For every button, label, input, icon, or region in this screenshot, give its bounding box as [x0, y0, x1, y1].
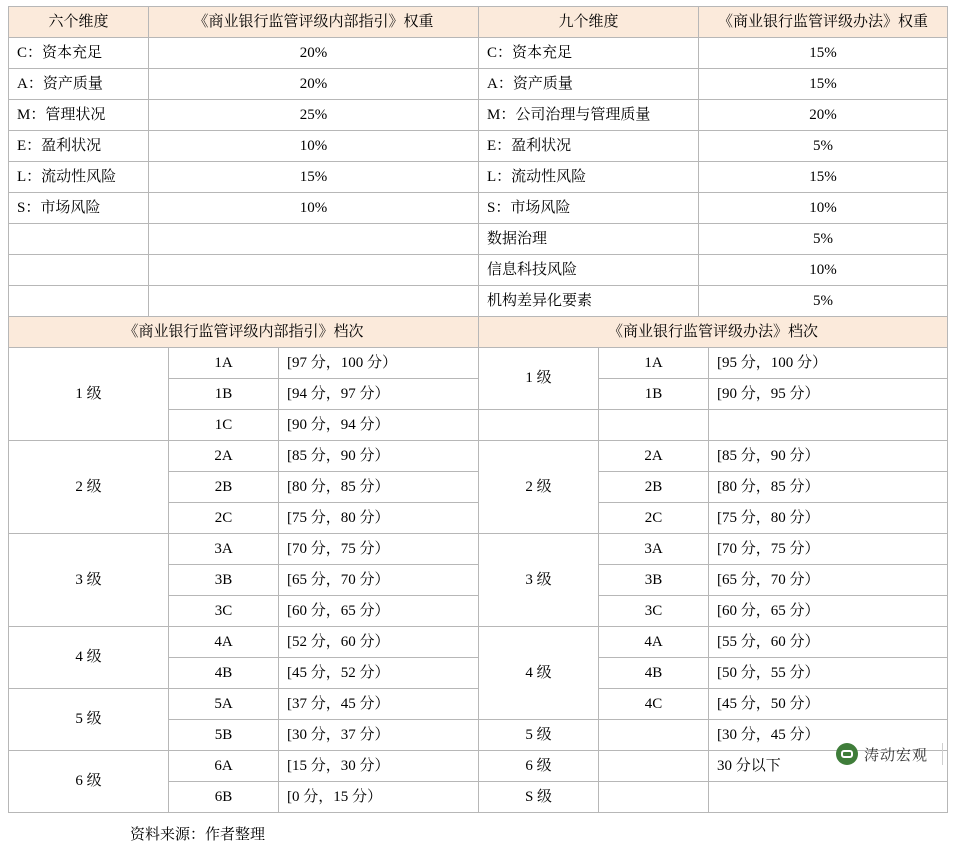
left-grade-code: 6A — [169, 751, 279, 782]
table-row — [9, 751, 948, 782]
empty-cell — [149, 255, 479, 286]
right-weight: 15% — [699, 38, 948, 69]
empty-cell — [9, 286, 149, 317]
right-grade-range: [65 分，70 分） — [709, 565, 948, 596]
left-grade-range: [37 分，45 分） — [279, 689, 479, 720]
right-level: 5 级 — [479, 720, 599, 751]
left-grade-range: [80 分，85 分） — [279, 472, 479, 503]
weights-table — [8, 6, 948, 317]
left-level: 1 级 — [9, 348, 169, 441]
table-row — [9, 69, 948, 100]
left-level: 2 级 — [9, 441, 169, 534]
right-grade-code: 3B — [599, 565, 709, 596]
left-grade-range: [65 分，70 分） — [279, 565, 479, 596]
empty-cell — [9, 255, 149, 286]
table-row — [9, 224, 948, 255]
right-weight: 5% — [699, 131, 948, 162]
right-grade-code — [599, 720, 709, 751]
right-level: 4 级 — [479, 627, 599, 720]
left-dimension: L：流动性风险 — [9, 162, 149, 193]
right-weight: 10% — [699, 193, 948, 224]
table-row — [9, 348, 948, 379]
right-dimension: M：公司治理与管理质量 — [479, 100, 699, 131]
grades-right-title: 《商业银行监管评级办法》档次 — [479, 317, 948, 348]
left-grade-code: 1A — [169, 348, 279, 379]
watermark — [836, 743, 943, 765]
left-grade-range: [15 分，30 分） — [279, 751, 479, 782]
wechat-account-icon — [836, 743, 858, 765]
right-grade-range: [45 分，50 分） — [709, 689, 948, 720]
left-dimension: M：管理状况 — [9, 100, 149, 131]
left-level: 5 级 — [9, 689, 169, 751]
left-dimension: E：盈利状况 — [9, 131, 149, 162]
right-weight: 15% — [699, 69, 948, 100]
right-grade-code — [599, 751, 709, 782]
left-grade-code: 5A — [169, 689, 279, 720]
left-grade-code: 2C — [169, 503, 279, 534]
table-row — [9, 38, 948, 69]
left-grade-range: [94 分，97 分） — [279, 379, 479, 410]
table-row — [9, 255, 948, 286]
left-weight: 15% — [149, 162, 479, 193]
left-grade-range: [45 分，52 分） — [279, 658, 479, 689]
left-weight: 10% — [149, 131, 479, 162]
header-nine-dimensions: 九个维度 — [479, 7, 699, 38]
left-grade-code: 3B — [169, 565, 279, 596]
right-empty-level — [479, 410, 599, 441]
left-grade-code: 2B — [169, 472, 279, 503]
right-dimension: E：盈利状况 — [479, 131, 699, 162]
table-row — [9, 131, 948, 162]
table-row — [9, 193, 948, 224]
right-grade-range — [709, 782, 948, 813]
right-grade-range: [60 分，65 分） — [709, 596, 948, 627]
left-grade-code: 2A — [169, 441, 279, 472]
left-grade-range: [30 分，37 分） — [279, 720, 479, 751]
right-grade-code: 2B — [599, 472, 709, 503]
right-level: 2 级 — [479, 441, 599, 534]
right-dimension: A：资产质量 — [479, 69, 699, 100]
right-grade-code — [599, 782, 709, 813]
left-grade-range: [52 分，60 分） — [279, 627, 479, 658]
watermark-divider — [942, 743, 943, 765]
right-grade-range: [85 分，90 分） — [709, 441, 948, 472]
right-level: S 级 — [479, 782, 599, 813]
left-grade-range: [60 分，65 分） — [279, 596, 479, 627]
table-row — [9, 534, 948, 565]
watermark-text: 涛动宏观 — [863, 747, 928, 764]
left-grade-range: [70 分，75 分） — [279, 534, 479, 565]
left-grade-range: [90 分，94 分） — [279, 410, 479, 441]
left-grade-code: 3A — [169, 534, 279, 565]
table-row — [9, 441, 948, 472]
left-grade-code: 6B — [169, 782, 279, 813]
header-six-dimensions: 六个维度 — [9, 7, 149, 38]
right-level: 6 级 — [479, 751, 599, 782]
left-dimension: C：资本充足 — [9, 38, 149, 69]
left-grade-code: 5B — [169, 720, 279, 751]
table-row — [9, 627, 948, 658]
left-level: 4 级 — [9, 627, 169, 689]
empty-cell — [149, 224, 479, 255]
left-level: 6 级 — [9, 751, 169, 813]
right-level: 1 级 — [479, 348, 599, 410]
right-empty-code — [599, 410, 709, 441]
table-row — [9, 162, 948, 193]
header-measures-weight: 《商业银行监管评级办法》权重 — [699, 7, 948, 38]
left-weight: 20% — [149, 69, 479, 100]
left-dimension: A：资产质量 — [9, 69, 149, 100]
right-grade-range: [90 分，95 分） — [709, 379, 948, 410]
empty-cell — [149, 286, 479, 317]
right-weight: 15% — [699, 162, 948, 193]
left-grade-range: [0 分，15 分） — [279, 782, 479, 813]
right-level: 3 级 — [479, 534, 599, 627]
right-grade-code: 3A — [599, 534, 709, 565]
left-dimension: S：市场风险 — [9, 193, 149, 224]
right-dimension: L：流动性风险 — [479, 162, 699, 193]
right-dimension: C：资本充足 — [479, 38, 699, 69]
right-grade-code: 2A — [599, 441, 709, 472]
left-grade-range: [97 分，100 分） — [279, 348, 479, 379]
right-grade-code: 4B — [599, 658, 709, 689]
right-grade-range: 30 分以下 — [709, 751, 948, 782]
right-grade-code: 2C — [599, 503, 709, 534]
left-level: 3 级 — [9, 534, 169, 627]
header-internal-guideline-weight: 《商业银行监管评级内部指引》权重 — [149, 7, 479, 38]
right-empty-range — [709, 410, 948, 441]
table-row — [9, 286, 948, 317]
right-grade-range: [70 分，75 分） — [709, 534, 948, 565]
right-grade-range: [95 分，100 分） — [709, 348, 948, 379]
left-grade-code: 1C — [169, 410, 279, 441]
grades-left-title: 《商业银行监管评级内部指引》档次 — [9, 317, 479, 348]
right-weight: 5% — [699, 286, 948, 317]
table-row — [9, 100, 948, 131]
right-grade-range: [50 分，55 分） — [709, 658, 948, 689]
right-grade-code: 1B — [599, 379, 709, 410]
left-grade-code: 4A — [169, 627, 279, 658]
right-grade-code: 3C — [599, 596, 709, 627]
weights-table-header-row — [9, 7, 948, 38]
right-dimension: 机构差异化要素 — [479, 286, 699, 317]
right-dimension: 信息科技风险 — [479, 255, 699, 286]
left-weight: 25% — [149, 100, 479, 131]
right-weight: 5% — [699, 224, 948, 255]
left-grade-code: 4B — [169, 658, 279, 689]
right-grade-range: [75 分，80 分） — [709, 503, 948, 534]
left-grade-code: 1B — [169, 379, 279, 410]
right-dimension: S：市场风险 — [479, 193, 699, 224]
left-grade-range: [85 分，90 分） — [279, 441, 479, 472]
left-weight: 10% — [149, 193, 479, 224]
right-dimension: 数据治理 — [479, 224, 699, 255]
right-weight: 10% — [699, 255, 948, 286]
empty-cell — [9, 224, 149, 255]
left-weight: 20% — [149, 38, 479, 69]
right-grade-range: [55 分，60 分） — [709, 627, 948, 658]
right-grade-code: 4A — [599, 627, 709, 658]
grades-section-header-row — [9, 317, 948, 348]
left-grade-range: [75 分，80 分） — [279, 503, 479, 534]
source-note: 资料来源：作者整理 — [130, 827, 266, 843]
right-grade-range: [30 分，45 分） — [709, 720, 948, 751]
right-weight: 20% — [699, 100, 948, 131]
right-grade-range: [80 分，85 分） — [709, 472, 948, 503]
left-grade-code: 3C — [169, 596, 279, 627]
right-grade-code: 1A — [599, 348, 709, 379]
table-row — [9, 689, 948, 720]
right-grade-code: 4C — [599, 689, 709, 720]
grades-table — [8, 316, 948, 813]
